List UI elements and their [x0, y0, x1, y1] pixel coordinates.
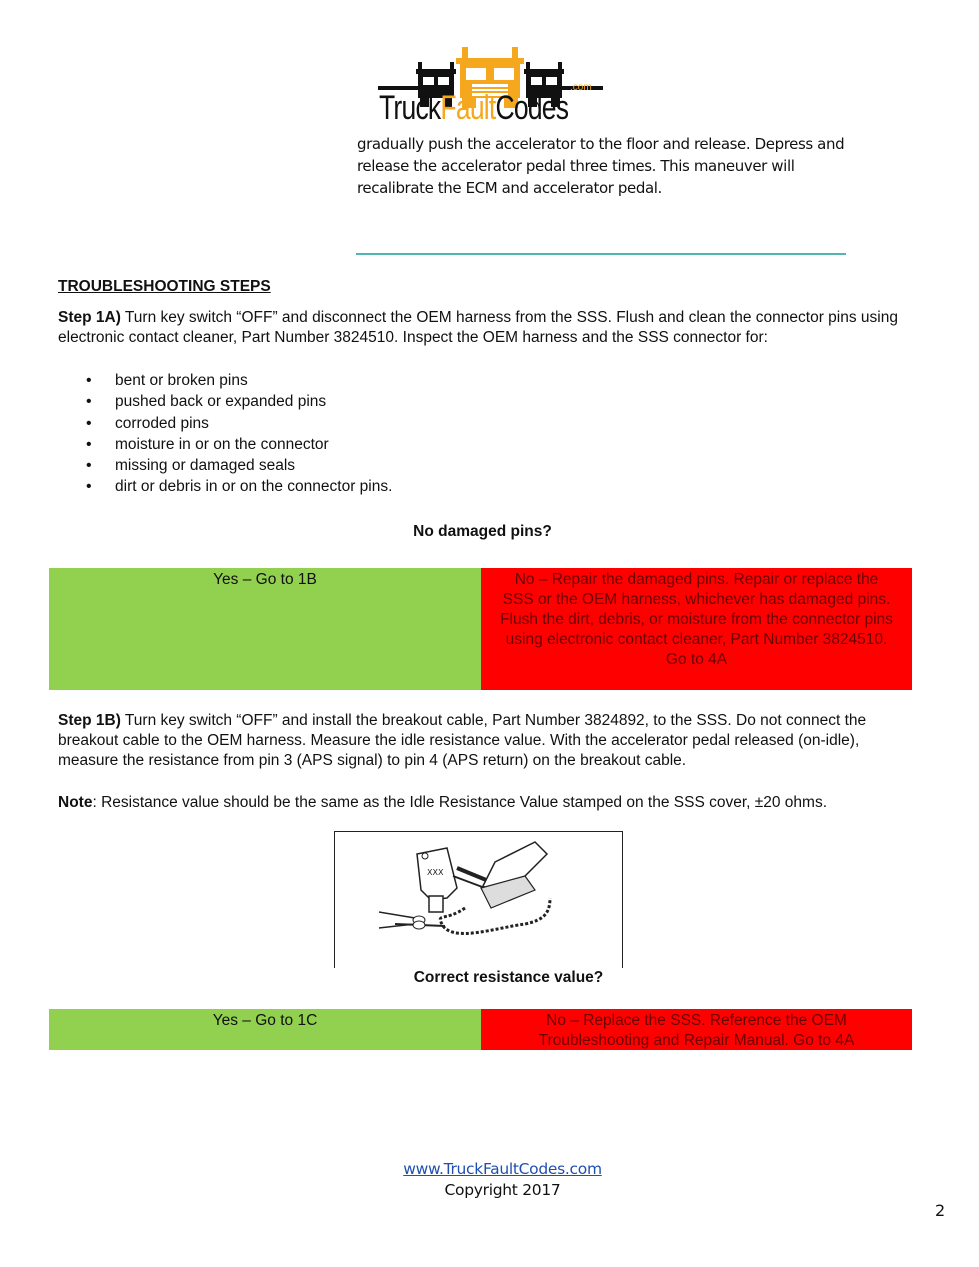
divider-rule [356, 253, 846, 255]
list-item: • pushed back or expanded pins [86, 391, 392, 412]
note-paragraph [58, 793, 908, 813]
question-1a: No damaged pins? [413, 523, 552, 540]
list-item: • missing or damaged seals [86, 455, 392, 476]
footer-website-link[interactable]: www.TruckFaultCodes.com [403, 1160, 602, 1178]
list-item: • bent or broken pins [86, 370, 392, 391]
decision-table-1b [49, 1009, 912, 1050]
brand-part-codes: Codes [495, 89, 569, 127]
sensor-label: XXX [427, 868, 444, 877]
intro-line: gradually push the accelerator to the floor and release. Depress and [357, 135, 845, 153]
list-item: • dirt or debris in or on the connector pins. [86, 476, 392, 497]
inspection-list [86, 370, 392, 498]
intro-line: recalibrate the ECM and accelerator pedal. [357, 179, 662, 197]
list-item: • corroded pins [86, 413, 392, 434]
step-1b-label: Step 1B) [58, 712, 121, 729]
section-heading: TROUBLESHOOTING STEPS [58, 278, 271, 295]
brand-part-truck: Truck [379, 89, 441, 127]
question-1b: Correct resistance value? [413, 969, 604, 986]
no-cell-goto: Go to 4A [665, 651, 728, 668]
no-cell-text: No – Repair the damaged pins. Repair or replace the SSS or the OEM harness, whichever has damaged pins. Flush the dirt, debris, or moisture from the connector pins using electronic contact cleaner, Part Number 3824510. [500, 571, 893, 648]
page-number: 2 [935, 1201, 946, 1220]
brand-wordmark [379, 88, 568, 128]
step-1a-label: Step 1A) [58, 309, 121, 326]
intro-line: release the accelerator pedal three times. This maneuver will [357, 157, 795, 175]
note-label: Note [58, 794, 93, 811]
decision-table-1a [49, 568, 912, 690]
step-1b-paragraph [58, 711, 908, 771]
no-cell [481, 568, 912, 690]
intro-paragraph [357, 133, 857, 199]
breakout-cable-figure [334, 831, 623, 968]
note-text: : Resistance value should be the same as the Idle Resistance Value stamped on the SSS cover, ±20 ohms. [92, 794, 828, 811]
no-cell: No – Replace the SSS. Reference the OEM Troubleshooting and Repair Manual. Go to 4A [481, 1009, 912, 1050]
sensor-illustration [335, 832, 622, 968]
yes-cell: Yes – Go to 1C [49, 1009, 481, 1050]
yes-cell: Yes – Go to 1B [49, 568, 481, 690]
list-item: • moisture in or on the connector [86, 434, 392, 455]
brand-suffix: .com [570, 82, 592, 93]
step-1a-paragraph [58, 308, 908, 348]
brand-part-fault: Fault [440, 89, 496, 127]
footer-copyright: Copyright 2017 [444, 1181, 561, 1199]
step-1a-text: Turn key switch “OFF” and disconnect the OEM harness from the SSS. Flush and clean the connector pins using electronic contact cleaner, Part Number 3824510. Inspect the OEM harness and the SSS connector for: [58, 309, 898, 346]
step-1b-text: Turn key switch “OFF” and install the breakout cable, Part Number 3824892, to the SSS. Do not connect the breakout cable to the OEM harness. Measure the idle resistance value. With the accelerator pedal released (on-idle), measure the resistance from pin 3 (APS signal) to pin 4 (APS return) on the breakout cable. [58, 712, 867, 769]
